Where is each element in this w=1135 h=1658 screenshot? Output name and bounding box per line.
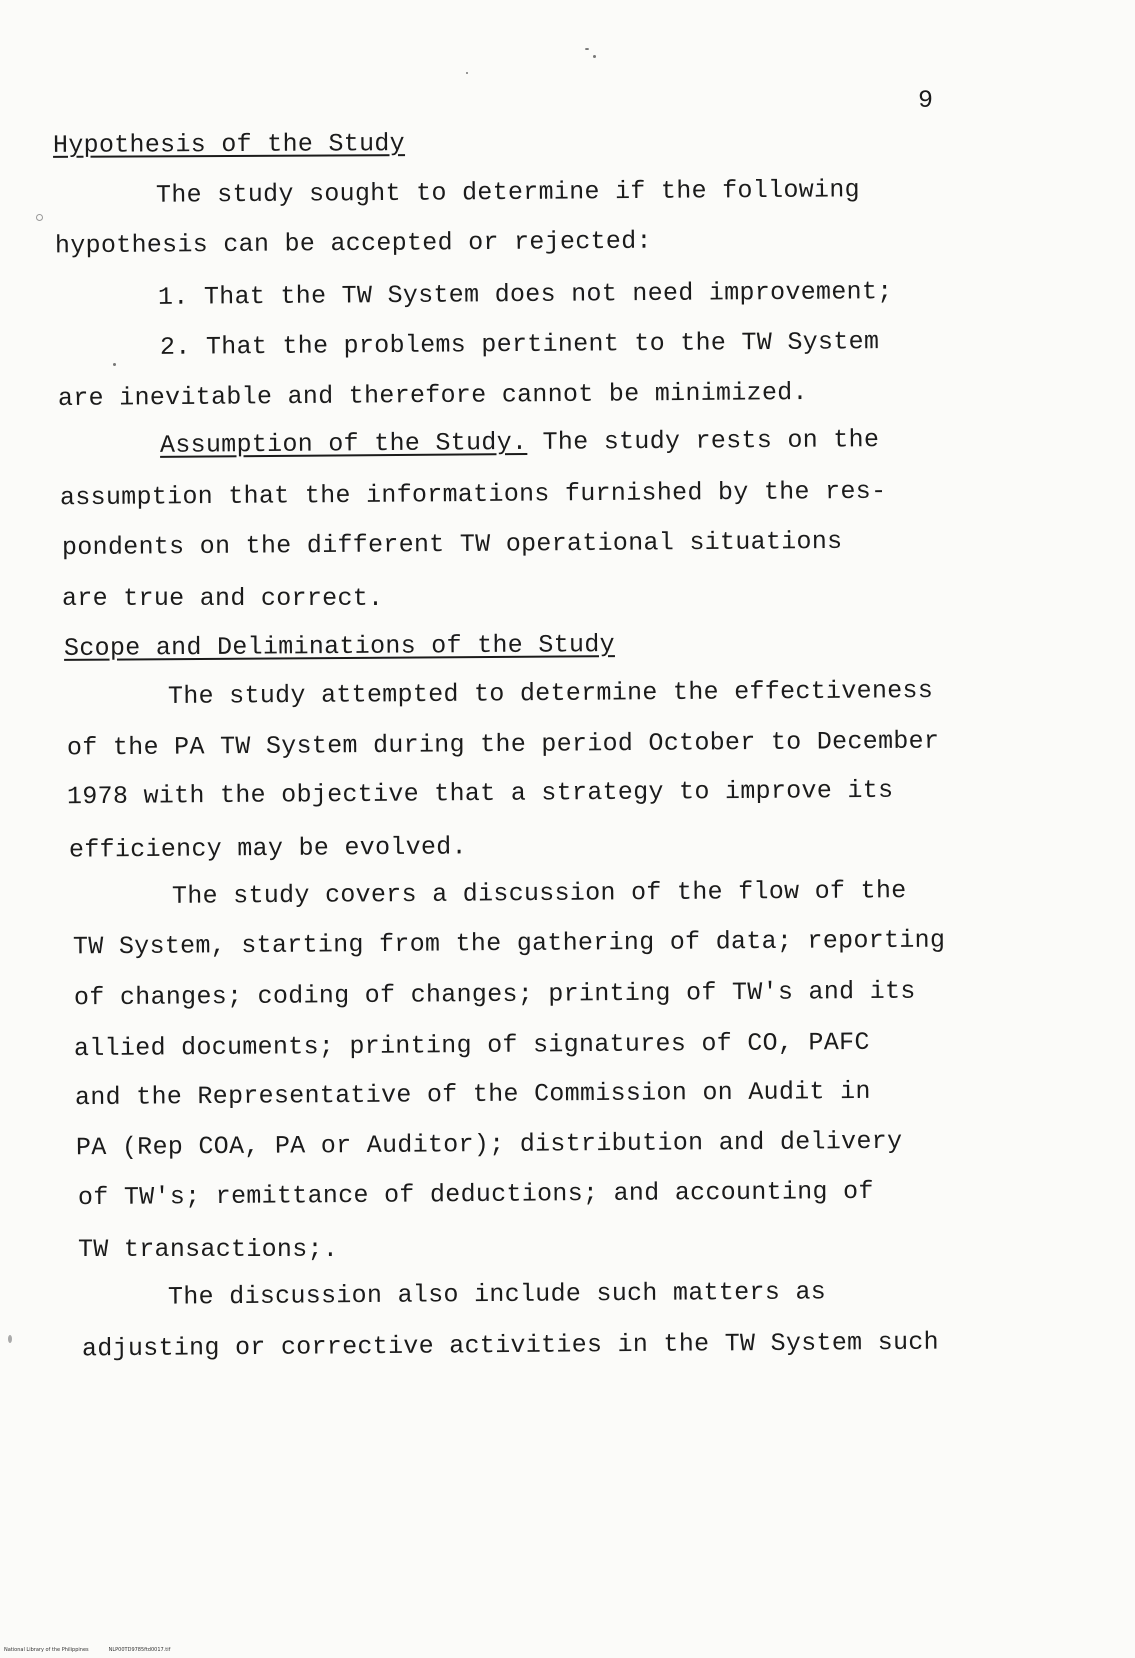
footer-library: National Library of the Philippines <box>4 1647 89 1653</box>
text-line: The study covers a discussion of the flow of the <box>171 876 907 911</box>
text-line: assumption that the informations furnished by the res- <box>59 476 887 513</box>
text-line: TW transactions;. <box>78 1235 339 1264</box>
scan-speck <box>585 48 589 50</box>
text-line: The study attempted to determine the effectiveness <box>167 675 934 712</box>
heading-scope: Scope and Deliminations of the Study <box>63 630 615 663</box>
list-item-1: 1. That the TW System does not need improvement; <box>157 277 893 312</box>
text-line: allied documents; printing of signatures of CO, PAFC <box>73 1027 870 1064</box>
text-line: The discussion also include such matters as <box>167 1277 827 1312</box>
text-span: The study rests on the <box>527 425 880 457</box>
text-line: of changes; coding of changes; printing of TW's and its <box>73 976 916 1013</box>
text-line: are inevitable and therefore cannot be minimized. <box>57 378 808 413</box>
text-line: adjusting or corrective activities in the TW System such <box>81 1327 940 1364</box>
text-line: 1978 with the objective that a strategy to improve its <box>66 775 894 812</box>
assumption-paragraph-line <box>160 425 879 461</box>
list-item-2: 2. That the problems pertinent to the TW System <box>159 327 880 362</box>
text-line: hypothesis can be accepted or rejected: <box>54 226 652 261</box>
scan-speck <box>466 72 468 74</box>
text-line: of the PA TW System during the period October to December <box>66 726 940 763</box>
text-line: pondents on the different TW operational situations <box>61 526 843 563</box>
scan-speck <box>8 1335 12 1343</box>
text-line: are true and correct. <box>62 584 384 613</box>
scan-footer <box>4 1647 170 1653</box>
text-line: The study sought to determine if the following <box>155 175 861 210</box>
text-line: PA (Rep COA, PA or Auditor); distribution and delivery <box>75 1126 903 1163</box>
text-line: and the Representative of the Commission on Audit in <box>74 1076 871 1113</box>
scan-speck <box>113 363 116 366</box>
text-line: efficiency may be evolved. <box>68 832 467 865</box>
text-line: of TW's; remittance of deductions; and accounting of <box>77 1176 874 1213</box>
footer-file: NLP00TD9785ftd0017.tif <box>108 1647 171 1653</box>
page-number: 9 <box>918 86 934 115</box>
text-line: TW System, starting from the gathering of data; reporting <box>72 925 946 962</box>
scan-speck <box>36 214 43 221</box>
heading-hypothesis: Hypothesis of the Study <box>52 129 406 160</box>
heading-assumption: Assumption of the Study. <box>159 427 528 460</box>
scan-speck <box>593 55 596 58</box>
